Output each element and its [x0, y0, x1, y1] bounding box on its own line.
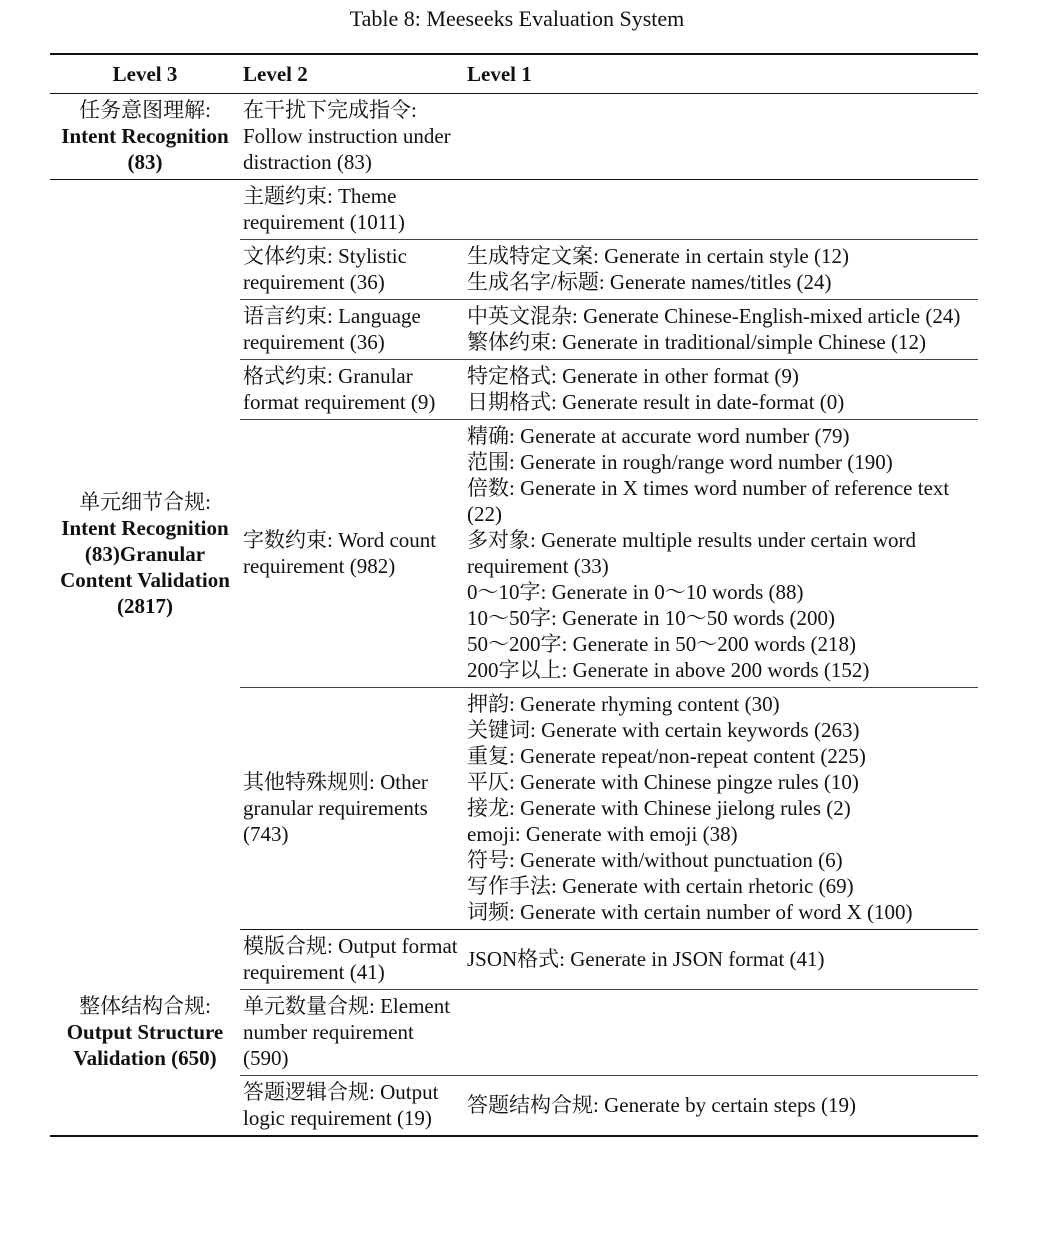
level1-item: 特定格式: Generate in other format (9)	[467, 364, 799, 388]
level3-en-label: Intent Recognition (83)	[61, 124, 229, 174]
level3-cell	[50, 94, 240, 180]
level2-cell: 语言约束: Language requirement (36)	[240, 300, 464, 360]
level1-item: 精确: Generate at accurate word number (79)	[467, 424, 850, 448]
level2-cell: 模版合规: Output format requirement (41)	[240, 930, 464, 990]
level1-item: 词频: Generate with certain number of word X (100)	[467, 900, 913, 924]
level2-cell: 文体约束: Stylistic requirement (36)	[240, 240, 464, 300]
evaluation-table	[50, 53, 978, 1137]
level1-item: 范围: Generate in rough/range word number (190)	[467, 450, 893, 474]
level1-cell	[464, 180, 978, 240]
level1-item: 10～50字: Generate in 10～50 words (200)	[467, 606, 836, 630]
level1-item: 关键词: Generate with certain keywords (263)	[467, 718, 860, 742]
level1-cell	[464, 420, 978, 688]
level1-item: 日期格式: Generate result in date-format (0)	[467, 390, 845, 414]
level1-item: 重复: Generate repeat/non-repeat content (225)	[467, 744, 866, 768]
level2-cell: 答题逻辑合规: Output logic requirement (19)	[240, 1076, 464, 1137]
table-body	[50, 94, 978, 1137]
level1-cell	[464, 94, 978, 180]
level3-cell	[50, 930, 240, 1137]
level1-cell	[464, 240, 978, 300]
level1-item: 写作手法: Generate with certain rhetoric (69)	[467, 874, 854, 898]
level3-cell	[50, 180, 240, 930]
level1-item: 符号: Generate with/without punctuation (6)	[467, 848, 843, 872]
level1-item: 押韵: Generate rhyming content (30)	[467, 692, 780, 716]
level1-item: 生成名字/标题: Generate names/titles (24)	[467, 270, 832, 294]
header-row	[50, 54, 978, 94]
level1-item: 多对象: Generate multiple results under certain word requirement (33)	[467, 528, 917, 578]
level1-cell	[464, 360, 978, 420]
level1-item: 倍数: Generate in X times word number of reference text (22)	[467, 476, 950, 526]
table-caption: Table 8: Meeseeks Evaluation System	[349, 6, 685, 31]
header-level3: Level 3	[50, 54, 240, 94]
level1-item: 0～10字: Generate in 0～10 words (88)	[467, 580, 804, 604]
level2-cell: 格式约束: Granular format requirement (9)	[240, 360, 464, 420]
level1-cell	[464, 930, 978, 990]
level3-en-label: Intent Recognition (83)Granular Content Validation (2817)	[60, 516, 230, 619]
level1-item: emoji: Generate with emoji (38)	[467, 822, 738, 846]
level3-zh-label: 单元细节合规:	[79, 490, 211, 515]
level3-en-label: Output Structure Validation (650)	[66, 1019, 224, 1070]
header-level2: Level 2	[240, 54, 464, 94]
level1-item: 200字以上: Generate in above 200 words (152)	[467, 658, 870, 682]
level2-cell: 在干扰下完成指令: Follow instruction under distraction (83)	[240, 94, 464, 180]
level2-cell: 字数约束: Word count requirement (982)	[240, 420, 464, 688]
level1-item: 平仄: Generate with Chinese pingze rules (10)	[467, 770, 859, 794]
level1-cell	[464, 688, 978, 930]
level1-item: 50～200字: Generate in 50～200 words (218)	[467, 632, 857, 656]
level3-zh-label: 整体结构合规:	[79, 993, 211, 1018]
level1-item: 中英文混杂: Generate Chinese-English-mixed article (24)	[467, 304, 961, 328]
level1-cell	[464, 990, 978, 1076]
level1-cell	[464, 300, 978, 360]
level2-cell: 主题约束: Theme requirement (1011)	[240, 180, 464, 240]
level1-item: JSON格式: Generate in JSON format (41)	[467, 947, 825, 971]
level1-item: 生成特定文案: Generate in certain style (12)	[467, 244, 849, 268]
level3-zh-label: 任务意图理解:	[79, 98, 211, 122]
level1-item: 答题结构合规: Generate by certain steps (19)	[467, 1093, 856, 1117]
level2-cell: 单元数量合规: Element number requirement (590)	[240, 990, 464, 1076]
level1-item: 接龙: Generate with Chinese jielong rules (2)	[467, 796, 851, 820]
level2-cell: 其他特殊规则: Other granular requirements (743)	[240, 688, 464, 930]
table-row	[50, 180, 978, 240]
level1-cell	[464, 1076, 978, 1137]
table-row	[50, 94, 978, 180]
table-row	[50, 930, 978, 990]
level1-item: 繁体约束: Generate in traditional/simple Chinese (12)	[467, 330, 926, 354]
header-level1: Level 1	[464, 54, 978, 94]
